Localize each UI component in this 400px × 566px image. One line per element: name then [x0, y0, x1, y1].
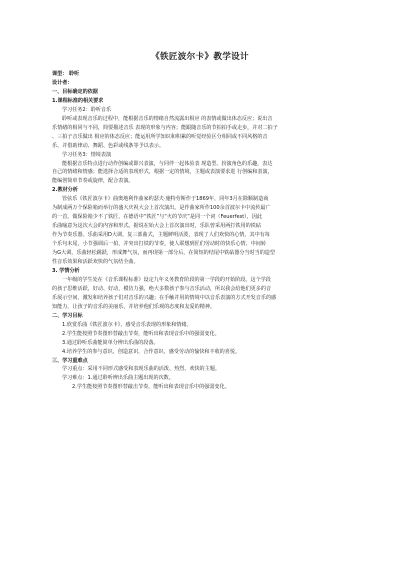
body-text-line: 能编创简单节奏或旋律，配合表演。 — [52, 178, 134, 185]
body-text-line: 1.欣赏乐曲《铁匠波尔卡》，感受音乐表现的形象和情绪。 — [62, 321, 192, 328]
document-body — [52, 70, 352, 392]
body-text-line: 乐、并借助律动、舞蹈、色彩或线条等予以表示。 — [52, 142, 165, 149]
section-heading: 1.课程标准的相关要求 — [52, 97, 104, 104]
section-heading: 3. 学情分析 — [52, 267, 80, 274]
body-text-line: 能根据音乐特点进行动作创编或即兴表演，与同伴一起体验表 现造型、扮演角色的乐趣，表达 — [62, 160, 273, 167]
body-text-line: 聆听或表现音乐的过程中，能根据音乐的情绪自然流露出相应 的表情或做出体态反应；说出音 — [62, 115, 273, 122]
body-text-line: 3.通过聆听乐曲能简单分辨出乐曲的段落。 — [62, 339, 159, 346]
body-text-line: 作为节奏乐器。乐曲采用D大调，复三部曲式，主题鲜明活泼，表现了人们欢快的心情，其中有每 — [52, 232, 270, 239]
body-text-line: 的一首。做保险箱少不了铁匠，在德语中“铁匠”与“火的节庆”是同一个词（Feuerfest），因此 — [52, 214, 263, 221]
body-text-line: 学习任务2：聆听音乐 — [62, 106, 112, 113]
body-text-line: 的孩子思维活跃，好动、好动，模仿力强，绝大多数孩子参与音乐活动，所以我会给他们更多的音 — [52, 285, 272, 292]
section-heading: 三、学习重难点 — [52, 357, 88, 364]
body-text-line: 为制成两万个保险箱而举行的盛大庆祝大会上首次演出。是作曲家所作100余首波尔卡中流传最广 — [52, 205, 271, 212]
designer: 设计者： — [52, 79, 73, 86]
body-text-line: 、三拍子音乐做出 相应的体态反应；能运用所学知识和积累的听觉经验区分相同或不同风格的音 — [52, 133, 268, 140]
body-text-line: 管弦乐《铁匠波尔卡》曲奥地利作曲家约瑟夫·施特劳斯作于1869年，同年3月在除顺制造商 — [62, 196, 269, 203]
body-text-line: 学习任务3：情境表演 — [62, 151, 112, 158]
course-type: 课型： 聆听 — [52, 71, 80, 77]
body-text-line: 学习重点：采用不同形式感受和表现乐曲的活泼、热烈、欢快的主题。 — [62, 366, 220, 373]
section-heading: 2.教材分析 — [52, 187, 78, 194]
body-text-line: 2.学生能按照节奏图形替敲击节奏，能听出和表现音乐中的强弱变化。 — [72, 384, 230, 391]
body-text-line: 乐展示空间，激发和培养孩子们对音乐的兴趣；在手触并用的情境中以音乐表演的方式开发音乐的感 — [52, 294, 277, 301]
body-text-line: 个乐句末尾，小节强调后一拍，并突出打铁的节奏，使人联想到匠们劳动时的快乐心情、中间转 — [52, 241, 266, 248]
body-text-line: 一年级的学生处在《音乐课程标准》设定九年义务教育阶段的第一学段的开始阶段。这个学段 — [62, 276, 271, 283]
section-heading: 一、目标确定的依据 — [52, 88, 98, 95]
body-text-line: 乐曲喻意为这次大会的内容和形式。据说在始大会上首次演出时，乐队曾采用两打铁用的铁砧 — [52, 223, 261, 230]
body-text-line: 知能力，让孩子的音乐的美丽乐，并培养他们乐观的态度和友爱的精神。 — [52, 303, 216, 310]
section-heading: 二、学习目标 — [52, 312, 83, 319]
body-text-line: 性音乐效果和活跃欢快的气氛结全曲。 — [52, 259, 139, 266]
body-text-line: 4.培养学生的参与意识，创造意识，合作意识，感受劳动的愉快和丰收的喜悦。 — [62, 348, 241, 355]
body-text-line: 为G大调，乐曲轻松跳跃，形成舞气氛，而再现第一部分后，在简短的结尾中铁砧器分当时当的造型 — [52, 250, 275, 257]
body-text-line: 乐情绪的相同与不同，简要描述音乐 表现的形象与内容；能跟随音乐的节拍拍手或走步，并对二拍子 — [52, 124, 278, 131]
body-text-line: 2.学生能按照节奏图形替敲击节奏，能听出和表现音乐中的强弱变化。 — [62, 330, 220, 337]
body-text-line: 学习难点：1.通过聆听辨出乐曲主题出现的次数。 — [62, 375, 174, 382]
document-title: 《铁匠波尔卡》教学设计 — [151, 52, 249, 62]
body-text-line: 自己的情绪和情感；能选择合适的表现形式，根据一定的情境，主题或表演要求进 行创编和表演， — [52, 169, 273, 176]
